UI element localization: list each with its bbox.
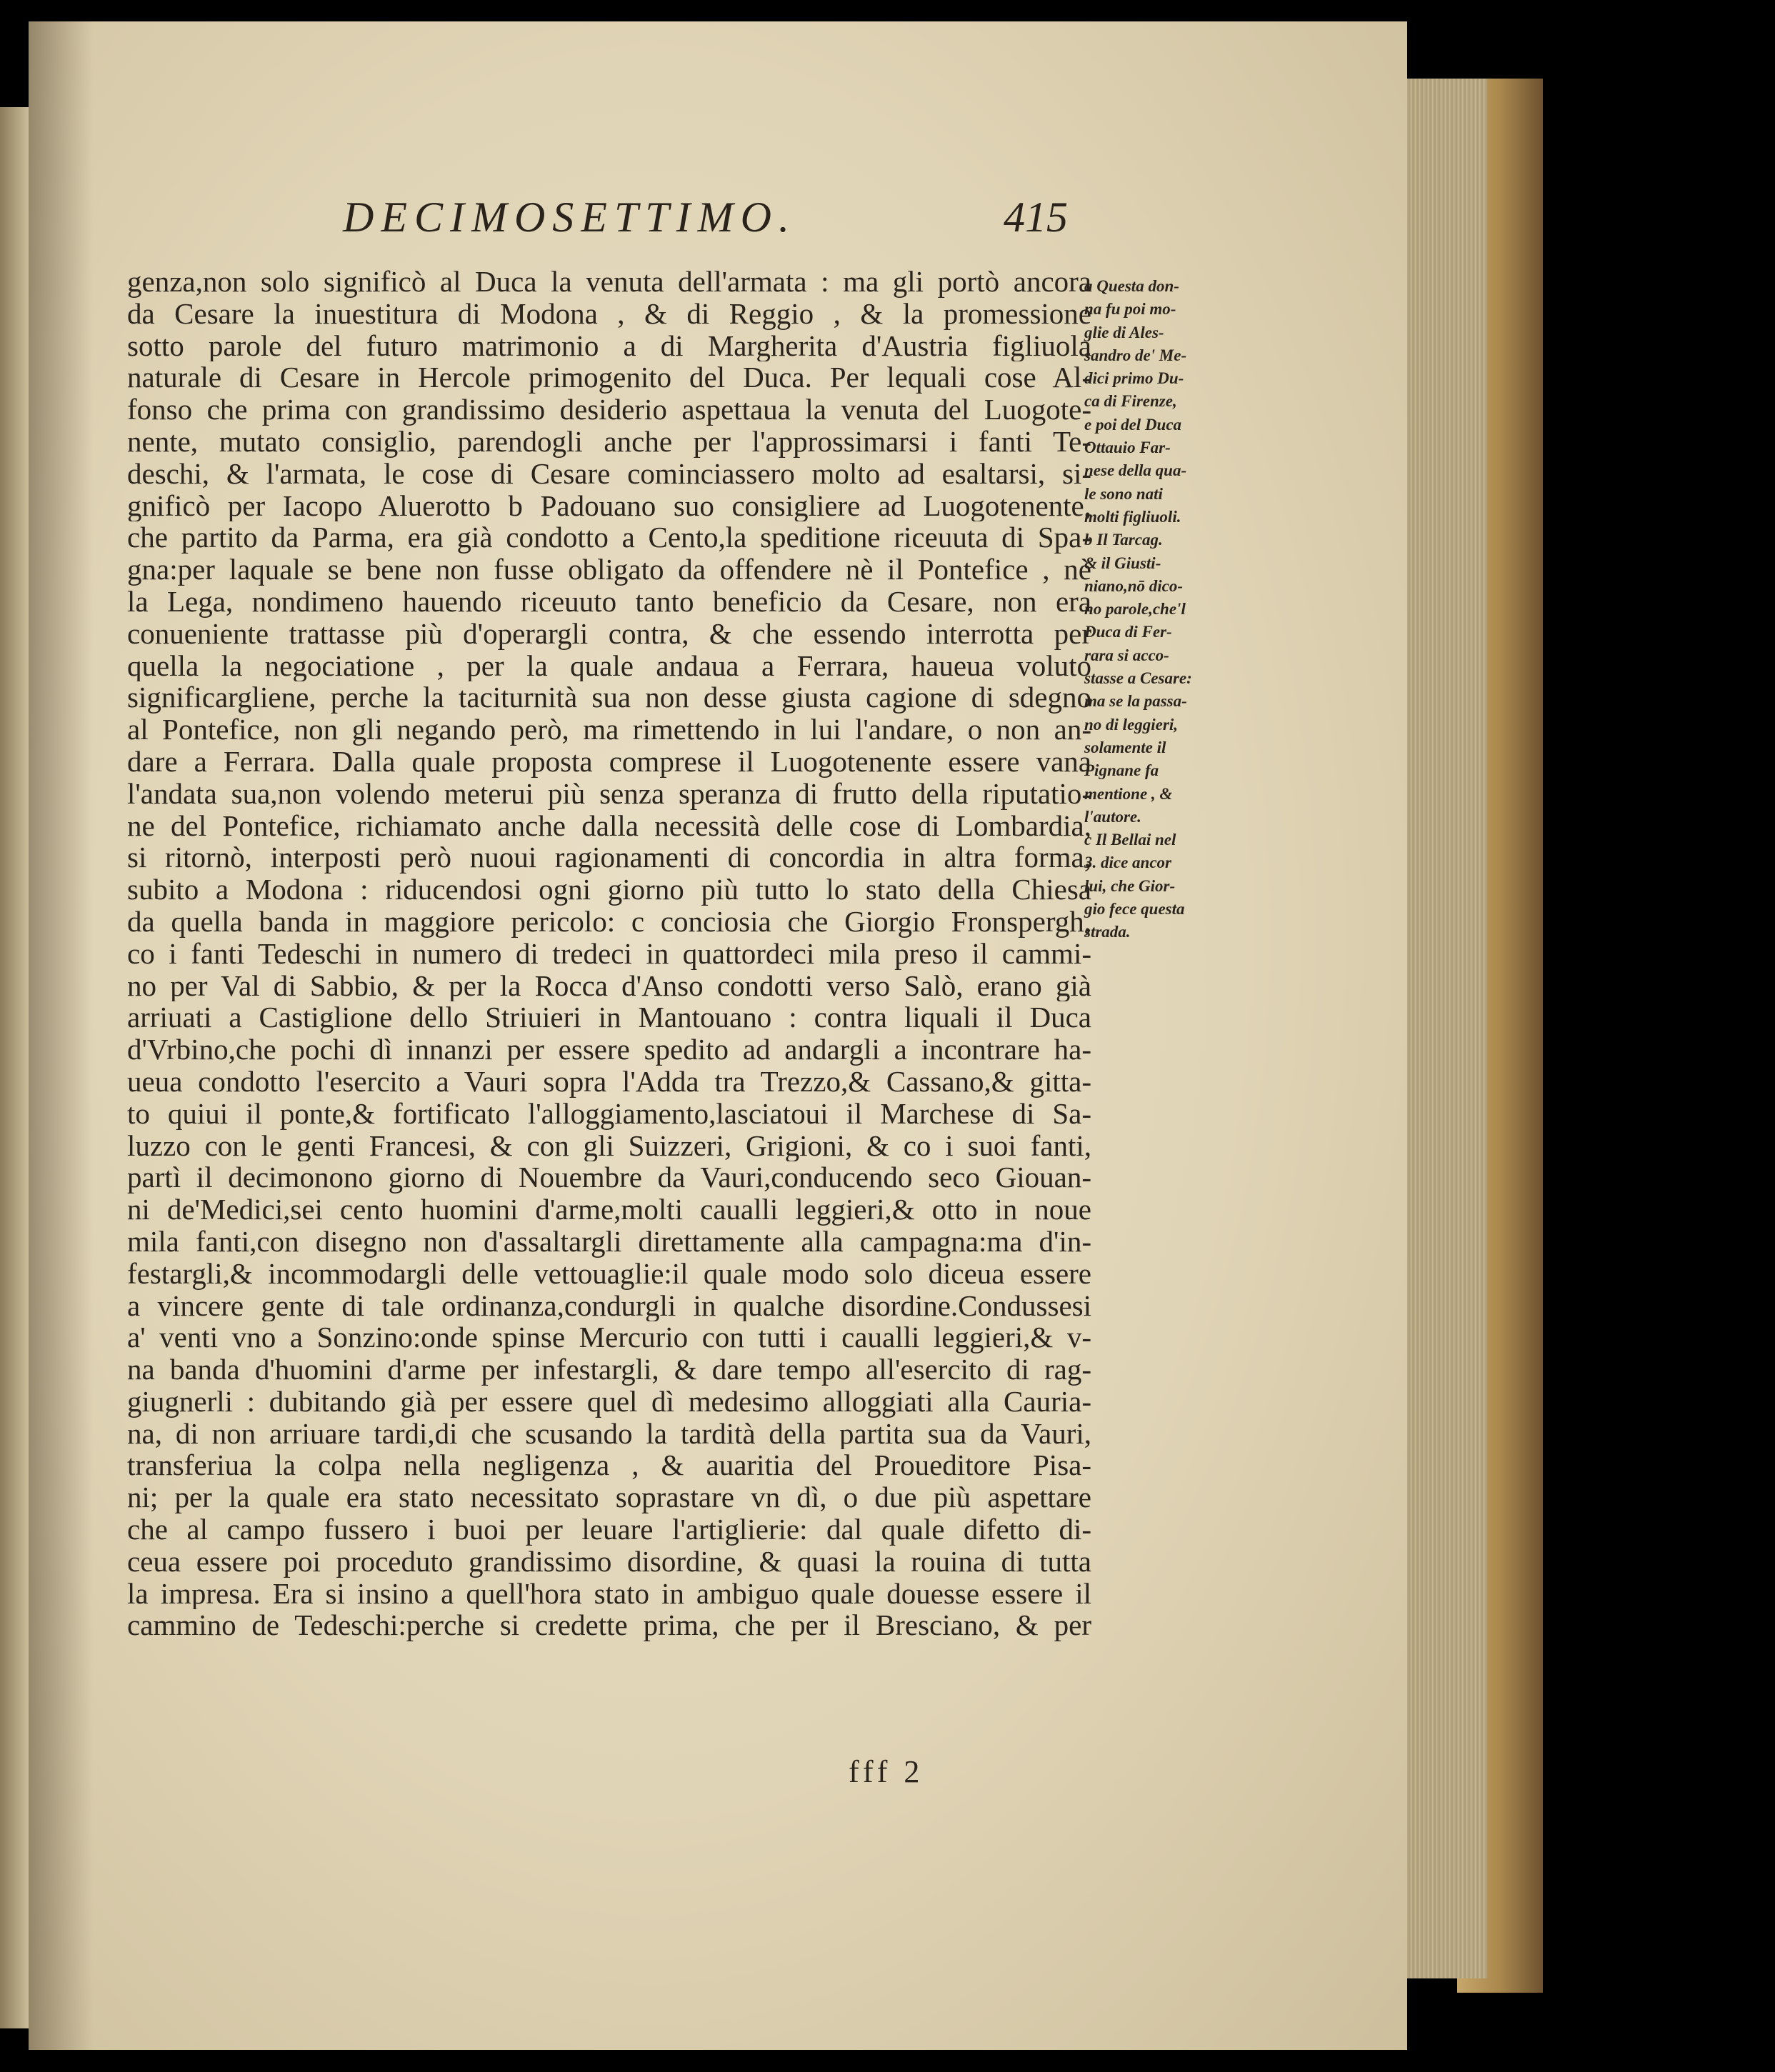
text-line: fonso che prima con grandissimo desiderio aspettaua la venuta del Luogote- <box>127 394 1091 426</box>
text-line: che partito da Parma, era già condotto a Cento,la speditione riceuuta di Spa- <box>127 521 1091 554</box>
text-line: da quella banda in maggiore pericolo: c conciosia che Giorgio Fronspergh, <box>127 905 1091 938</box>
gutter-shadow <box>29 21 93 2050</box>
margin-note-line: na fu poi mo- <box>1084 300 1176 319</box>
body-text <box>127 266 1091 1641</box>
text-line: na banda d'huomini d'arme per infestargli, & dare tempo all'esercito di rag- <box>127 1353 1091 1386</box>
text-line: gnificò per Iacopo Aluerotto b Padouano suo consigliere ad Luogotenente, <box>127 489 1091 522</box>
text-line: ceua essere poi proceduto grandissimo disordine, & quasi la rouina di tutta <box>127 1545 1091 1578</box>
margin-note-line: no di leggieri, <box>1084 715 1178 734</box>
margin-note-line: no parole,che'l <box>1084 600 1186 619</box>
text-line: conueniente trattasse più d'operargli contra, & che essendo interrotta per <box>127 617 1091 650</box>
margin-note-line: solamente il <box>1084 738 1166 756</box>
text-line: la Lega, nondimeno hauendo riceuuto tanto beneficio da Cesare, non era <box>127 585 1091 618</box>
running-head: DECIMOSETTIMO. <box>343 194 796 241</box>
margin-note-line: mentione , & <box>1084 784 1173 803</box>
margin-note-line: Ottauio Far- <box>1084 439 1171 457</box>
text-line: quella la negociatione , per la quale andaua a Ferrara, haueua voluto <box>127 649 1091 682</box>
text-line: festargli,& incommodargli delle vettouaglie:il quale modo solo diceua essere <box>127 1257 1091 1290</box>
text-line: gna:per laquale se bene non fusse obligato da offendere nè il Pontefice , nè <box>127 554 1091 586</box>
text-line: ueua condotto l'esercito a Vauri sopra l'Adda tra Trezzo,& Cassano,& gitta- <box>127 1065 1091 1098</box>
facing-page-edge <box>0 107 29 2028</box>
text-line: na, di non arriuare tardi,di che scusando la tardità della partita sua da Vauri, <box>127 1417 1091 1450</box>
margin-note-line: glie di Ales- <box>1084 323 1164 341</box>
margin-note-line: b Il Tarcag. <box>1084 531 1163 549</box>
text-line: transferiua la colpa nella negligenza , & auaritia del Proueditore Pisa- <box>127 1449 1091 1482</box>
text-line: a vincere gente di tale ordinanza,condurgli in qualche disordine.Condussesi <box>127 1289 1091 1322</box>
text-line: co i fanti Tedeschi in numero di tredeci in quattordeci mila preso il cammi- <box>127 937 1091 970</box>
signature-mark: fff 2 <box>849 1754 924 1789</box>
text-line: deschi, & l'armata, le cose di Cesare cominciassero molto ad esaltarsi, si- <box>127 457 1091 490</box>
margin-note-line: nese della qua- <box>1084 461 1187 480</box>
text-line: luzzo con le genti Francesi, & con gli Suizzeri, Grigioni, & co i suoi fanti, <box>127 1129 1091 1162</box>
margin-note-line: stasse a Cesare: <box>1084 669 1192 688</box>
text-line: al Pontefice, non gli negando però, ma rimettendo in lui l'andare, o non an- <box>127 714 1091 746</box>
margin-note-line: c Il Bellai nel <box>1084 831 1176 849</box>
text-line: genza,non solo significò al Duca la venuta dell'armata : ma gli portò ancora <box>127 266 1091 298</box>
text-line: partì il decimonono giorno di Nouembre da Vauri,conducendo seco Giouan- <box>127 1161 1091 1194</box>
margin-note-line: sandro de' Me- <box>1084 346 1187 364</box>
text-line: sotto parole del futuro matrimonio a di Margherita d'Austria figliuola <box>127 329 1091 362</box>
text-line: giugnerli : dubitando già per essere quel dì medesimo alloggiati alla Cauria- <box>127 1385 1091 1418</box>
text-line: dare a Ferrara. Dalla quale proposta comprese il Luogotenente essere vana <box>127 745 1091 778</box>
text-line: arriuati a Castiglione dello Striuieri in Mantouano : contra liquali il Duca <box>127 1001 1091 1034</box>
text-line: naturale di Cesare in Hercole primogenito del Duca. Per lequali cose Al- <box>127 361 1091 394</box>
text-line: cammino de Tedeschi:perche si credette prima, che per il Bresciano, & per <box>127 1609 1091 1642</box>
text-line: a' venti vno a Sonzino:onde spinse Mercurio con tutti i caualli leggieri,& v- <box>127 1321 1091 1354</box>
text-line: che al campo fussero i buoi per leuare l'artiglierie: dal quale difetto di- <box>127 1513 1091 1546</box>
text-line: mila fanti,con disegno non d'assaltargli direttamente alla campagna:ma d'in- <box>127 1225 1091 1258</box>
text-line: d'Vrbino,che pochi dì innanzi per essere spedito ad andargli a incontrare ha- <box>127 1034 1091 1066</box>
margin-note-line: gio fece questa <box>1084 900 1185 919</box>
margin-note-line: niano,nō dico- <box>1084 576 1184 595</box>
margin-note-line: Pignane fa <box>1084 761 1159 780</box>
page-number: 415 <box>1004 194 1068 241</box>
text-line: no per Val di Sabbio, & per la Rocca d'Anso condotti verso Salò, erano già <box>127 969 1091 1002</box>
margin-note-line: Duca di Fer- <box>1084 623 1172 641</box>
margin-note-line: ma se la passa- <box>1084 692 1187 711</box>
margin-note-line: dici primo Du- <box>1084 369 1184 388</box>
margin-note-line: a Questa don- <box>1084 277 1179 295</box>
text-line: si ritornò, interposti però nuoui ragionamenti di concordia in altra forma, <box>127 841 1091 874</box>
text-line: ni de'Medici,sei cento huomini d'arme,molti caualli leggieri,& otto in noue <box>127 1193 1091 1226</box>
text-line: ni; per la quale era stato necessitato soprastare vn dì, o due più aspettare <box>127 1481 1091 1514</box>
margin-note-line: e poi del Duca <box>1084 415 1182 434</box>
margin-note-line: 3. dice ancor <box>1084 854 1172 872</box>
margin-note-line: ca di Firenze, <box>1084 392 1177 411</box>
margin-note-line: strada. <box>1084 923 1131 941</box>
text-line: da Cesare la inuestitura di Modona , & di Reggio , & la promessione <box>127 297 1091 330</box>
margin-notes <box>1084 275 1234 944</box>
text-line: to quiui il ponte,& fortificato l'alloggiamento,lasciatoui il Marchese di Sa- <box>127 1097 1091 1130</box>
margin-note-line: molti figliuoli. <box>1084 507 1181 526</box>
text-line: subito a Modona : riducendosi ogni giorno più tutto lo stato della Chiesa <box>127 874 1091 906</box>
margin-note-line: lui, che Gior- <box>1084 876 1176 895</box>
margin-note-line: rara si acco- <box>1084 646 1169 664</box>
margin-note-line: le sono nati <box>1084 484 1163 503</box>
text-line: l'andata sua,non volendo meterui più senza speranza di frutto della riputatio- <box>127 777 1091 810</box>
text-line: ne del Pontefice, richiamato anche dalla necessità delle cose di Lombardia, <box>127 809 1091 842</box>
margin-note-line: & il Giusti- <box>1084 554 1161 572</box>
text-line: nente, mutato consiglio, parendogli anche per l'approssimarsi i fanti Te- <box>127 425 1091 458</box>
text-line: significargliene, perche la taciturnità sua non desse giusta cagione di sdegno <box>127 681 1091 714</box>
text-line: la impresa. Era si insino a quell'hora stato in ambiguo quale douesse essere il <box>127 1577 1091 1610</box>
margin-note-line: l'autore. <box>1084 807 1141 826</box>
